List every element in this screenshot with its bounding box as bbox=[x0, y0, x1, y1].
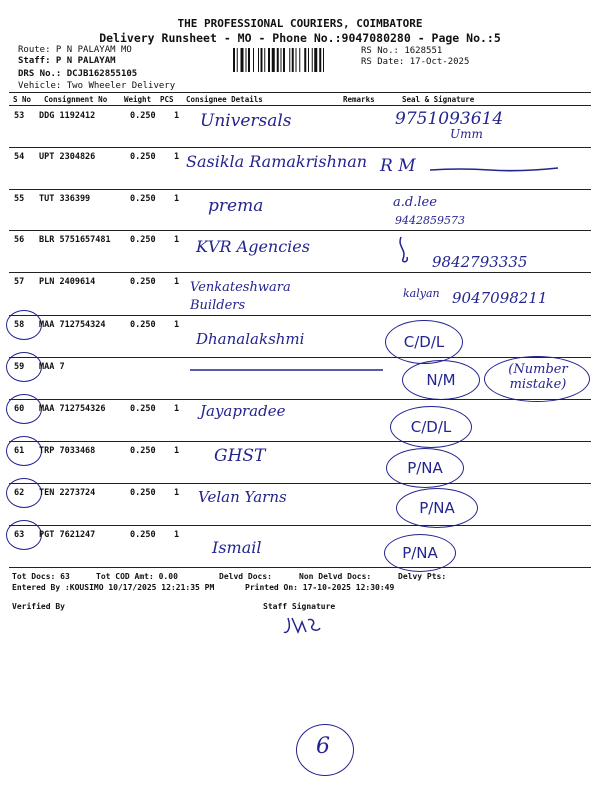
delivery-status-stamp: C/D/L bbox=[385, 320, 463, 364]
barcode-bar bbox=[289, 48, 290, 72]
row-pcs: 1 bbox=[174, 277, 180, 287]
delivery-status-stamp: N/M bbox=[402, 360, 480, 400]
barcode-bar bbox=[314, 48, 317, 72]
row-sno: 53 bbox=[14, 111, 25, 121]
runsheet-title: Delivery Runsheet - MO - Phone No.:9047080280 - Page No.:5 bbox=[99, 31, 501, 45]
consignee-handwriting: KVR Agencies bbox=[196, 237, 310, 256]
row-sno: 57 bbox=[14, 277, 25, 287]
barcode-bar bbox=[323, 48, 324, 72]
remark-handwriting: (Number mistake) bbox=[508, 362, 568, 392]
page-mark: 6 bbox=[316, 734, 330, 759]
row-consignment: TUT 336399 bbox=[39, 194, 91, 204]
barcode-bar bbox=[308, 48, 309, 72]
row-pcs: 1 bbox=[174, 235, 180, 245]
barcode-bar bbox=[246, 48, 247, 72]
total-docs: Tot Docs: 63 bbox=[12, 572, 70, 581]
route-text: Route: P N PALAYAM MO bbox=[18, 45, 132, 55]
barcode-bar bbox=[253, 48, 254, 72]
row-consignment: TEN 2273724 bbox=[39, 488, 96, 498]
barcode-bar bbox=[261, 48, 263, 72]
col-pcs: PCS bbox=[160, 95, 174, 104]
barcode-bar bbox=[241, 48, 244, 72]
delivery-status-stamp: P/NA bbox=[384, 534, 456, 572]
row-pcs: 1 bbox=[174, 488, 180, 498]
row-sno: 63 bbox=[14, 530, 25, 540]
barcode-bar bbox=[292, 48, 294, 72]
consignee-handwriting: Universals bbox=[200, 111, 292, 131]
row-sno: 56 bbox=[14, 235, 25, 245]
barcode-bar bbox=[283, 48, 285, 72]
staff-signature bbox=[282, 612, 322, 638]
staff-text: Staff: P N PALAYAM bbox=[18, 56, 116, 66]
row-divider bbox=[9, 315, 591, 316]
consignee-handwriting: Ismail bbox=[212, 538, 262, 557]
col-sno: S No bbox=[13, 95, 32, 104]
signature-stroke bbox=[395, 235, 415, 267]
cancel-stroke bbox=[190, 366, 385, 374]
row-divider bbox=[9, 272, 591, 273]
row-pcs: 1 bbox=[174, 111, 180, 121]
row-consignment: MAA 7 bbox=[39, 362, 65, 372]
verified-by-label: Verified By bbox=[12, 602, 65, 611]
table-bottom-rule bbox=[9, 567, 591, 568]
row-pcs: 1 bbox=[174, 404, 180, 414]
row-divider bbox=[9, 399, 591, 400]
row-weight: 0.250 bbox=[130, 111, 156, 121]
barcode-bar bbox=[233, 48, 235, 72]
consignee-handwriting: Velan Yarns bbox=[198, 488, 287, 506]
total-cod-amount: Tot COD Amt: 0.00 bbox=[96, 572, 178, 581]
row-divider bbox=[9, 483, 591, 484]
barcode-bar bbox=[272, 48, 275, 72]
row-divider bbox=[9, 441, 591, 442]
barcode-bar bbox=[319, 48, 321, 72]
row-pcs: 1 bbox=[174, 152, 180, 162]
row-consignment: PGT 7621247 bbox=[39, 530, 96, 540]
seal-handwriting-extra: 9047098211 bbox=[452, 289, 548, 307]
row-sno: 58 bbox=[14, 320, 25, 330]
entered-by: Entered By :KOUSIMO 10/17/2025 12:21:35 PM bbox=[12, 583, 215, 592]
seal-handwriting: R M bbox=[380, 156, 416, 176]
seal-handwriting: kalyan bbox=[403, 287, 440, 300]
printed-on: Printed On: 17-10-2025 12:30:49 bbox=[245, 583, 395, 592]
row-consignment: MAA 712754326 bbox=[39, 404, 106, 414]
seal-handwriting-extra: Umm bbox=[450, 127, 483, 141]
row-weight: 0.250 bbox=[130, 530, 156, 540]
row-weight: 0.250 bbox=[130, 404, 156, 414]
row-divider bbox=[9, 525, 591, 526]
drs-number: DRS No.: DCJB162855105 bbox=[18, 69, 138, 79]
barcode-bar bbox=[237, 48, 238, 72]
seal-handwriting: 9751093614 bbox=[395, 109, 504, 129]
row-divider bbox=[9, 357, 591, 358]
barcode-bar bbox=[312, 48, 313, 72]
seal-handwriting: a.d.lee bbox=[393, 195, 437, 210]
barcode-bar bbox=[264, 48, 265, 72]
row-weight: 0.250 bbox=[130, 446, 156, 456]
delivery-status-stamp: P/NA bbox=[396, 488, 478, 528]
barcode-bar bbox=[248, 48, 250, 72]
header-rule bbox=[9, 92, 591, 93]
delivery-points: Delvy Pts: bbox=[398, 572, 447, 581]
barcode-bar bbox=[304, 48, 306, 72]
row-sno: 62 bbox=[14, 488, 25, 498]
delivery-status-stamp: C/D/L bbox=[390, 406, 472, 448]
row-sno: 61 bbox=[14, 446, 25, 456]
barcode-bar bbox=[281, 48, 282, 72]
consignee-handwriting: Dhanalakshmi bbox=[196, 330, 305, 348]
row-sno: 55 bbox=[14, 194, 25, 204]
row-consignment: UPT 2304826 bbox=[39, 152, 96, 162]
signature-stroke bbox=[430, 158, 560, 178]
row-pcs: 1 bbox=[174, 320, 180, 330]
barcode-bar bbox=[296, 48, 297, 72]
row-sno: 59 bbox=[14, 362, 25, 372]
vehicle-text: Vehicle: Two Wheeler Delivery bbox=[18, 81, 176, 91]
row-weight: 0.250 bbox=[130, 194, 156, 204]
seal-handwriting-extra: 9442859573 bbox=[395, 214, 465, 227]
row-consignment: BLR 5751657481 bbox=[39, 235, 111, 245]
row-sno: 60 bbox=[14, 404, 25, 414]
consignee-handwriting: GHST bbox=[214, 446, 266, 466]
col-seal-signature: Seal & Signature bbox=[402, 95, 475, 104]
row-pcs: 1 bbox=[174, 446, 180, 456]
column-header-rule bbox=[9, 105, 591, 106]
rs-number: RS No.: 1628551 bbox=[361, 46, 443, 56]
row-pcs: 1 bbox=[174, 530, 180, 540]
row-consignment: DDG 1192412 bbox=[39, 111, 96, 121]
company-title: THE PROFESSIONAL COURIERS, COIMBATORE bbox=[177, 17, 423, 30]
staff-signature-label: Staff Signature bbox=[263, 602, 336, 611]
non-delivered-docs: Non Delvd Docs: bbox=[299, 572, 372, 581]
row-consignment: MAA 712754324 bbox=[39, 320, 106, 330]
row-weight: 0.250 bbox=[130, 235, 156, 245]
row-weight: 0.250 bbox=[130, 320, 156, 330]
col-consignment: Consignment No bbox=[44, 95, 108, 104]
barcode-bar bbox=[299, 48, 300, 72]
delivered-docs: Delvd Docs: bbox=[219, 572, 272, 581]
row-consignment: TRP 7033468 bbox=[39, 446, 96, 456]
row-weight: 0.250 bbox=[130, 488, 156, 498]
consignee-handwriting: Jayapradee bbox=[200, 402, 286, 420]
consignee-handwriting: Venkateshwara Builders bbox=[190, 280, 291, 313]
barcode-bar bbox=[277, 48, 279, 72]
barcode bbox=[233, 48, 355, 72]
row-divider bbox=[9, 147, 591, 148]
consignee-handwriting: prema bbox=[208, 196, 264, 216]
col-weight: Weight bbox=[124, 95, 152, 104]
col-consignee: Consignee Details bbox=[186, 95, 263, 104]
row-sno: 54 bbox=[14, 152, 25, 162]
row-consignment: PLN 2409614 bbox=[39, 277, 96, 287]
barcode-bar bbox=[268, 48, 270, 72]
consignee-handwriting: Sasikla Ramakrishnan bbox=[186, 152, 368, 171]
rs-date: RS Date: 17-Oct-2025 bbox=[361, 57, 470, 67]
barcode-bar bbox=[258, 48, 259, 72]
col-remarks: Remarks bbox=[343, 95, 375, 104]
row-pcs: 1 bbox=[174, 194, 180, 204]
seal-handwriting: 9842793335 bbox=[432, 253, 528, 271]
row-weight: 0.250 bbox=[130, 277, 156, 287]
row-weight: 0.250 bbox=[130, 152, 156, 162]
delivery-status-stamp: P/NA bbox=[386, 448, 464, 488]
row-divider bbox=[9, 230, 591, 231]
row-divider bbox=[9, 189, 591, 190]
